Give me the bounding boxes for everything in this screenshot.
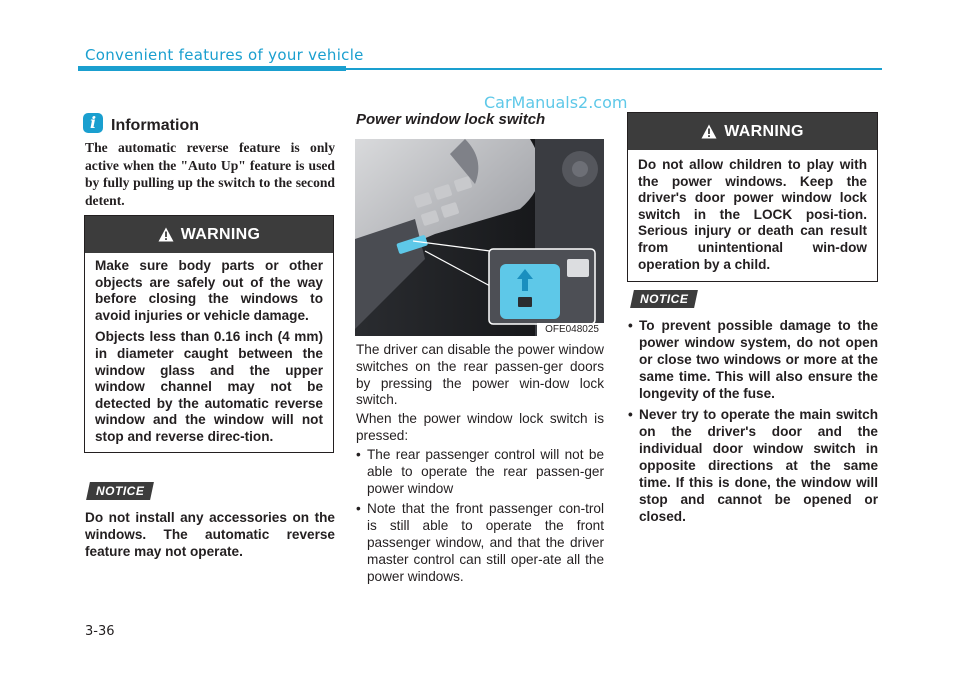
- info-icon: i: [83, 113, 103, 133]
- lock-description: The driver can disable the power window switches on the rear passen-ger doors by pressing the power win-dow lock switch.: [356, 342, 604, 408]
- list-item: • Never try to operate the main switch on the driver's door and the individual door window switch in opposite directions at the same time. If this is done, the window will stop and cannot be opened or closed.: [628, 406, 878, 525]
- list-item: • Note that the front passenger con-trol is still able to operate the front passenger window, and that the driver master control can still oper-ate all the power windows.: [356, 501, 604, 585]
- info-title: Information: [111, 117, 199, 134]
- header-rule-thin: [346, 68, 882, 70]
- warning-header: [628, 113, 877, 150]
- notice-badge: [86, 482, 154, 500]
- warning-triangle-icon: [701, 124, 717, 139]
- notice-list: [628, 317, 878, 529]
- image-code: OFE048025: [537, 323, 604, 336]
- warning-paragraph: Objects less than 0.16 inch (4 mm) in diameter caught between the window glass and the upper window channel may not be detected by the automatic reverse window and the window will not stop and reverse direc-tion.: [95, 329, 323, 444]
- door-panel-illustration: [355, 139, 604, 336]
- info-text: The automatic reverse feature is only active when the "Auto Up" feature is used by fully pulling up the switch to the second detent.: [85, 140, 335, 208]
- list-item: • The rear passenger control will not be able to operate the rear passen-ger power window: [356, 447, 604, 497]
- warning-box-left: [84, 215, 334, 453]
- lock-effects-list: [356, 447, 604, 589]
- warning-label: WARNING: [724, 122, 804, 140]
- page-number: 3-36: [85, 624, 115, 639]
- warning-header: [85, 216, 333, 253]
- warning-body: [85, 253, 333, 452]
- door-switch-photo: [355, 139, 604, 336]
- notice-text: Do not install any accessories on the windows. The automatic reverse feature may not operate.: [85, 510, 335, 559]
- watermark: CarManuals2.com: [484, 93, 628, 112]
- warning-label: WARNING: [180, 225, 261, 243]
- warning-triangle-icon: [158, 227, 174, 242]
- warning-paragraph: Make sure body parts or other objects are safely out of the way before closing the windows to avoid injuries or vehicle damage.: [95, 258, 323, 323]
- lock-pressed-intro: When the power window lock switch is pressed:: [356, 411, 604, 443]
- warning-paragraph: Do not allow children to play with the power windows. Keep the driver's door power window lock switch in the LOCK posi-tion. Serious injury or death can result from unintentional win-dow operation by a child.: [638, 157, 867, 272]
- section-title: Convenient features of your vehicle: [85, 46, 364, 64]
- list-item: • To prevent possible damage to the power window system, do not open or close two windows or more at the same time. This will also ensure the longevity of the fuse.: [628, 317, 878, 402]
- notice-label: NOTICE: [640, 292, 689, 306]
- warning-body: [628, 150, 877, 281]
- header-rule-thick: [78, 66, 346, 71]
- notice-badge: [630, 290, 698, 308]
- notice-label: NOTICE: [96, 484, 145, 498]
- warning-box-right: [627, 112, 878, 282]
- power-window-lock-title: Power window lock switch: [356, 111, 546, 128]
